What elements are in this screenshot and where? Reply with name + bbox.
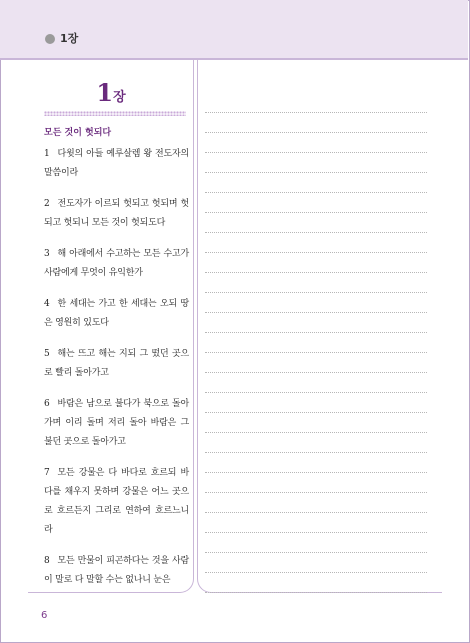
- note-line[interactable]: [205, 313, 427, 333]
- note-line[interactable]: [205, 473, 427, 493]
- verse-list: [44, 145, 189, 602]
- note-line[interactable]: [205, 393, 427, 413]
- verse-text: 바람은 남으로 불다가 북으로 돌아가며 이리 돌며 저리 돌아 바람은 그 불던 곳으로 돌아가고: [44, 399, 189, 447]
- note-line[interactable]: [205, 173, 427, 193]
- note-lines: [205, 93, 427, 593]
- note-line[interactable]: [205, 533, 427, 553]
- verse-text: 한 세대는 가고 한 세대는 오되 땅은 영원히 있도다: [44, 299, 189, 328]
- verse: [44, 345, 189, 383]
- chapter-suffix: 장: [113, 90, 126, 105]
- note-line[interactable]: [205, 93, 427, 113]
- chapter-number: 1: [96, 78, 114, 107]
- verse-number: 5: [44, 349, 50, 359]
- note-line[interactable]: [205, 413, 427, 433]
- verse-number: 7: [44, 468, 50, 478]
- verse: [44, 195, 189, 233]
- page-header: [0, 0, 468, 60]
- note-line[interactable]: [205, 113, 427, 133]
- verse-number: 3: [44, 249, 50, 259]
- note-line[interactable]: [205, 293, 427, 313]
- note-line[interactable]: [205, 353, 427, 373]
- verse-text: 다윗의 아들 예루살렘 왕 전도자의 말씀이라: [44, 149, 189, 178]
- header-chapter-label: 1장: [60, 32, 79, 45]
- note-line[interactable]: [205, 373, 427, 393]
- verse-text: 모든 만물이 피곤하다는 것을 사람이 말로 다 말할 수는 없나니 눈은: [44, 556, 189, 585]
- note-line[interactable]: [205, 333, 427, 353]
- note-line[interactable]: [205, 273, 427, 293]
- verse: [44, 295, 189, 333]
- verse: [44, 395, 189, 452]
- verse: [44, 245, 189, 283]
- verse-number: 1: [44, 149, 50, 159]
- note-line[interactable]: [205, 153, 427, 173]
- verse-number: 6: [44, 399, 50, 409]
- verse-number: 8: [44, 556, 50, 566]
- verse-number: 2: [44, 199, 50, 209]
- note-line[interactable]: [205, 573, 427, 593]
- verse: [44, 552, 189, 590]
- note-line[interactable]: [205, 553, 427, 573]
- note-line[interactable]: [205, 453, 427, 473]
- page-number: 6: [41, 610, 48, 621]
- note-line[interactable]: [205, 233, 427, 253]
- chapter-title: [36, 78, 186, 107]
- verse-text: 전도자가 이르되 헛되고 헛되며 헛되고 헛되니 모든 것이 헛되도다: [44, 199, 189, 228]
- note-line[interactable]: [205, 513, 427, 533]
- bullet-icon: [45, 34, 55, 44]
- title-dotted-rule: [44, 111, 186, 116]
- section-heading: 모든 것이 헛되다: [44, 128, 112, 138]
- note-line[interactable]: [205, 493, 427, 513]
- verse: [44, 145, 189, 183]
- verse: [44, 464, 189, 540]
- verse-text: 해 아래에서 수고하는 모든 수고가 사람에게 무엇이 유익한가: [44, 249, 189, 278]
- verse-text: 해는 뜨고 해는 지되 그 떴던 곳으로 빨리 돌아가고: [44, 349, 189, 378]
- note-line[interactable]: [205, 133, 427, 153]
- note-line[interactable]: [205, 253, 427, 273]
- note-line[interactable]: [205, 213, 427, 233]
- note-line[interactable]: [205, 433, 427, 453]
- verse-number: 4: [44, 299, 50, 309]
- note-line[interactable]: [205, 193, 427, 213]
- verse-text: 모든 강물은 다 바다로 흐르되 바다를 채우지 못하며 강물은 어느 곳으로 흐르든지 그리로 연하여 흐르느니라: [44, 468, 189, 535]
